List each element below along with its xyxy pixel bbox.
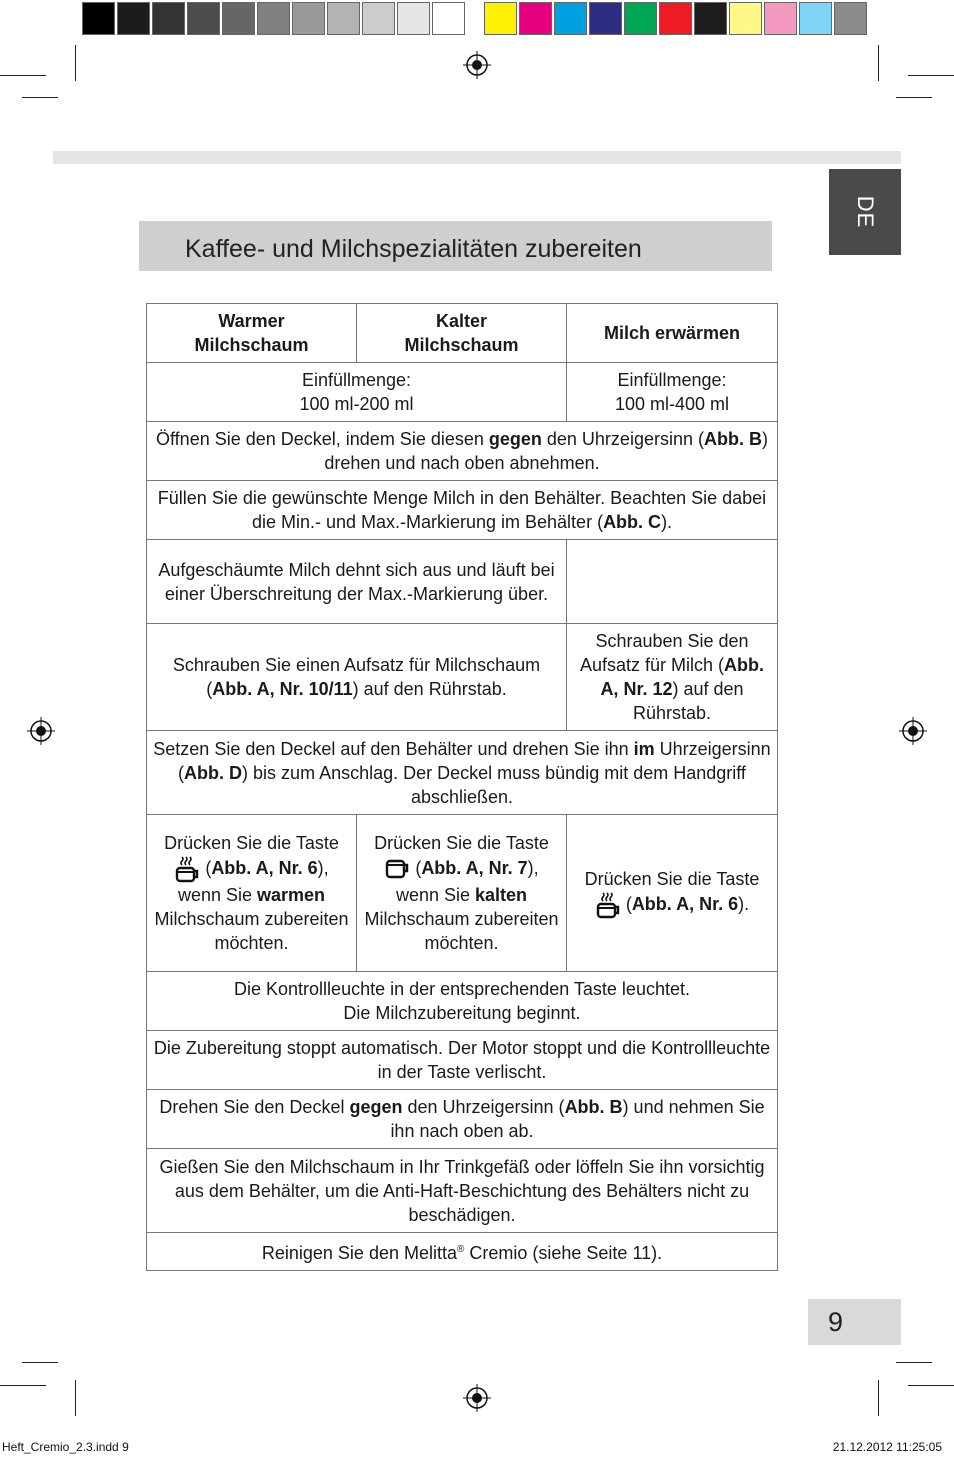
footer-filename: Heft_Cremio_2.3.indd 9 [2,1440,129,1454]
table-row [147,1233,778,1271]
color-swatch [519,2,552,35]
header-warm-milk: Milch erwärmen [567,304,778,363]
table-row [147,972,778,1031]
color-calibration-bar [484,2,869,35]
crop-mark [75,1380,76,1416]
color-swatch [764,2,797,35]
crop-mark [896,1362,932,1363]
step-open-lid: Öffnen Sie den Deckel, indem Sie diesen gegen den Uhrzeigersinn (Abb. B) drehen und nach oben abnehmen. [147,422,778,481]
header-warm-foam: Warmer Milchschaum [147,304,357,363]
header-cold-foam: Kalter Milchschaum [357,304,567,363]
step-attach-milk-whisk: Schrauben Sie den Aufsatz für Milch (Abb. A, Nr. 12) auf den Rührstab. [567,624,778,731]
step-remove-lid: Drehen Sie den Deckel gegen den Uhrzeigersinn (Abb. B) und nehmen Sie ihn nach oben ab. [147,1090,778,1149]
color-swatch [624,2,657,35]
crop-mark [896,97,932,98]
warm-foam-button-icon [595,891,621,919]
step-press-warm-milk: Drücken Sie die Taste (Abb. A, Nr. 6). [567,815,778,972]
crop-mark [908,75,954,76]
crop-mark [75,45,76,81]
section-title: Kaffee- und Milchspezialitäten zubereiten [185,235,642,263]
indicator-light-note: Die Kontrollleuchte in der entsprechenden Taste leuchtet. Die Milchzubereitung beginnt. [147,972,778,1031]
step-attach-foam-whisk: Schrauben Sie einen Aufsatz für Milchschaum (Abb. A, Nr. 10/11) auf den Rührstab. [147,624,567,731]
color-swatch [554,2,587,35]
language-tab-label: DE [853,195,878,229]
instruction-table [146,303,778,1271]
cold-foam-button-icon [384,855,410,883]
color-swatch [834,2,867,35]
table-row [147,1149,778,1233]
page-number-box [808,1299,901,1345]
color-swatch [117,2,150,35]
crop-mark [878,45,879,81]
color-swatch [187,2,220,35]
crop-mark [22,1362,58,1363]
color-swatch [589,2,622,35]
step-pour-foam: Gießen Sie den Milchschaum in Ihr Trinkgefäß oder löffeln Sie ihn vorsichtig aus dem Behälter, um die Anti-Haft-Beschichtung des Behälters nicht zu beschädigen. [147,1149,778,1233]
page-number: 9 [828,1307,844,1337]
color-swatch [729,2,762,35]
color-swatch [799,2,832,35]
language-tab [829,169,901,255]
fill-amount-milk: Einfüllmenge: 100 ml-400 ml [567,363,778,422]
section-title-bar [139,221,772,271]
crop-mark [0,1385,46,1386]
color-swatch [397,2,430,35]
step-close-lid: Setzen Sie den Deckel auf den Behälter und drehen Sie ihn im Uhrzeigersinn (Abb. D) bis zum Anschlag. Der Deckel muss bündig mit dem Handgriff abschließen. [147,731,778,815]
color-swatch [82,2,115,35]
table-row [147,422,778,481]
color-swatch [362,2,395,35]
table-row [147,363,778,422]
auto-stop-note: Die Zubereitung stoppt automatisch. Der Motor stoppt und die Kontrollleuchte in der Taste verlischt. [147,1031,778,1090]
color-swatch [327,2,360,35]
registration-mark-icon [463,51,491,79]
color-swatch [432,2,465,35]
step-press-warm-foam: Drücken Sie die Taste (Abb. A, Nr. 6), wenn Sie warmen Milchschaum zubereiten möchten. [147,815,357,972]
color-swatch [292,2,325,35]
crop-mark [22,97,58,98]
table-row [147,481,778,540]
step-clean: Reinigen Sie den Melitta® Cremio (siehe Seite 11). [147,1233,778,1271]
table-header-row [147,304,778,363]
empty-cell [567,540,778,624]
color-swatch [694,2,727,35]
color-swatch [257,2,290,35]
table-row [147,815,778,972]
crop-mark [878,1380,879,1416]
table-row [147,731,778,815]
step-fill-milk: Füllen Sie die gewünschte Menge Milch in den Behälter. Beachten Sie dabei die Min.- und Max.-Markierung im Behälter (Abb. C). [147,481,778,540]
table-row [147,1031,778,1090]
gray-calibration-bar [82,2,467,35]
crop-mark [0,75,46,76]
table-row [147,1090,778,1149]
registration-mark-icon [27,717,55,745]
registration-mark-icon [463,1384,491,1412]
color-swatch [484,2,517,35]
header-band [53,151,901,164]
footer-timestamp: 21.12.2012 11:25:05 [832,1440,942,1454]
crop-mark [908,1385,954,1386]
color-swatch [222,2,255,35]
color-swatch [152,2,185,35]
fill-amount-foam: Einfüllmenge: 100 ml-200 ml [147,363,567,422]
table-row [147,540,778,624]
step-press-cold-foam: Drücken Sie die Taste (Abb. A, Nr. 7), wenn Sie kalten Milchschaum zubereiten möchten. [357,815,567,972]
table-row [147,624,778,731]
registration-mark-icon [899,717,927,745]
warm-foam-button-icon [174,855,200,883]
color-swatch [659,2,692,35]
foam-expansion-note: Aufgeschäumte Milch dehnt sich aus und läuft bei einer Überschreitung der Max.-Markierung über. [147,540,567,624]
